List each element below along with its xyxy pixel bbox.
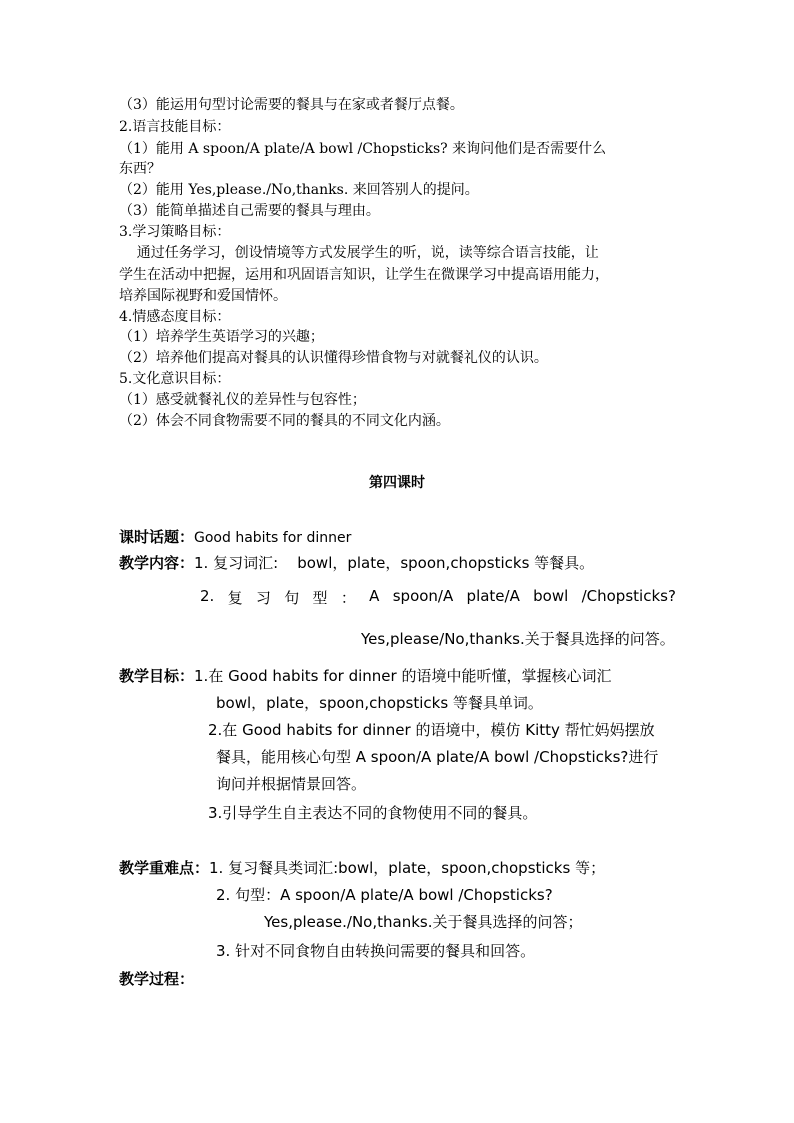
text-line: （1）培养学生英语学习的兴趣； [119,329,324,345]
objectives-row [119,665,611,686]
objective-line: bowl，plate，spoon,chopsticks 等餐具单词。 [216,694,543,712]
key-points-label: 教学重难点： [119,859,210,877]
topic-row [119,526,351,547]
content-item-2-token: ： [340,589,356,607]
text-line: 学生在活动中把握，运用和巩固语言知识，让学生在微课学习中提高语用能力， [119,267,609,283]
text-line: 东西？ [119,161,161,177]
text-line: （2）体会不同食物需要不同的餐具的不同文化内涵。 [119,413,450,429]
text-line: （1）能用 A spoon/A plate/A bowl /Chopsticks? 来询问他们是否需要什么 [119,141,607,157]
objective-line: 餐具，能用核心句型 A spoon/A plate/A bowl /Chopsticks?进行 [216,748,659,766]
content-item-2-token: plate/A [466,587,520,605]
topic-value: Good habits for dinner [194,530,352,546]
key-points-row [119,857,605,878]
text-line: 培养国际视野和爱国情怀。 [119,288,287,304]
content-item-2-token: 复 [227,589,243,607]
content-item-2-token: 2. [200,587,215,605]
content-label: 教学内容： [119,554,195,572]
key-point-line: 1. 复习餐具类词汇:bowl，plate，spoon,chopsticks 等； [209,859,606,877]
content-item-2-token: 习 [255,589,271,607]
text-line: 2.语言技能目标： [119,119,231,135]
objective-line: 2.在 Good habits for dinner 的语境中，模仿 Kitty 帮忙妈妈摆放 [208,721,655,739]
content-item-2-token: 型 [312,589,328,607]
key-point-line: Yes,please./No,thanks.关于餐具选择的问答； [264,913,583,931]
key-point-line: 2. 句型：A spoon/A plate/A bowl /Chopsticks? [216,886,553,904]
objective-line: 3.引导学生自主表达不同的食物使用不同的餐具。 [208,804,538,822]
content-row [119,552,594,573]
text-line: 5.文化意识目标： [119,371,231,387]
text-line: 4.情感态度目标： [119,309,231,325]
text-line: （2）能用 Yes,please./No,thanks. 来回答别人的提问。 [119,182,479,198]
objectives-label: 教学目标： [119,667,195,685]
text-line: 3.学习策略目标： [119,224,231,240]
content-item-2-answer: Yes,please/No,thanks.关于餐具选择的问答。 [361,630,675,648]
lesson-heading: 第四课时 [369,475,425,491]
objective-line: 询问并根据情景回答。 [216,775,367,793]
objective-line: 1.在 Good habits for dinner 的语境中能听懂，掌握核心词汇 [194,667,612,685]
content-item-2-token: 句 [284,589,300,607]
content-item-2-token: spoon/A [392,587,454,605]
text-line: （1）感受就餐礼仪的差异性与包容性； [119,392,366,408]
content-item-2-token: A [369,587,380,605]
topic-label: 课时话题： [119,528,195,546]
content-item-2-token: bowl [533,587,569,605]
text-line: 通过任务学习，创设情境等方式发展学生的听，说，读等综合语言技能，让 [119,245,599,261]
text-line: （3）能运用句型讨论需要的餐具与在家或者餐厅点餐。 [119,97,464,113]
process-label: 教学过程： [119,970,195,988]
text-line: （3）能简单描述自己需要的餐具与理由。 [119,203,380,219]
text-line: （2）培养他们提高对餐具的认识懂得珍惜食物与对就餐礼仪的认识。 [119,350,548,366]
key-point-line: 3. 针对不同食物自由转换问需要的餐具和回答。 [216,942,536,960]
content-item-2-token: /Chopsticks? [581,587,676,605]
content-item-2 [200,587,676,608]
content-item-1: 1. 复习词汇: bowl，plate，spoon,chopsticks 等餐具。 [194,554,595,572]
